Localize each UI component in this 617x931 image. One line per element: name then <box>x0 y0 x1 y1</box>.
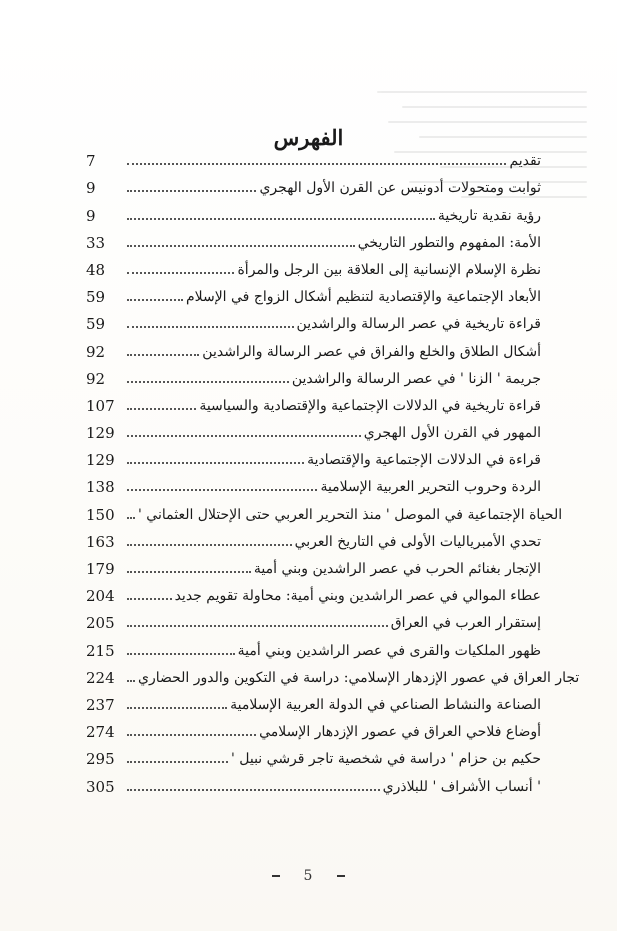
toc-page-number: 92 <box>86 342 106 361</box>
toc-entry <box>86 361 541 388</box>
toc-page-number: 48 <box>86 260 106 279</box>
dot-leader <box>127 571 251 573</box>
toc-entry-title: قراءة تاريخية في الدلالات الإجتماعية والإقتصادية والسياسية <box>199 397 541 414</box>
toc-entry <box>86 768 541 795</box>
dot-leader <box>127 544 292 546</box>
page-title: الفهرس <box>273 125 344 151</box>
toc-entry-title: الحياة الإجتماعية في الموصل ' منذ التحرير العربي حتى الإحتلال العثماني ' <box>138 506 563 523</box>
toc-entry-title: قراءة في الدلالات الإجتماعية والإقتصادية <box>307 452 541 469</box>
dash-right <box>337 875 345 877</box>
toc-entry <box>86 442 541 469</box>
toc-entry-title: أوضاع فلاحي العراق في عصور الإزدهار الإسلامي <box>259 724 541 741</box>
toc-entry <box>86 496 563 524</box>
dot-leader <box>127 625 388 627</box>
toc-entry <box>86 660 580 687</box>
toc-entry <box>86 578 541 605</box>
toc-entry-title: الصناعة والنشاط الصناعي في الدولة العربية الإسلامية <box>230 696 541 713</box>
dot-leader <box>127 789 380 791</box>
dot-leader <box>127 218 435 220</box>
toc-entry <box>86 225 541 252</box>
toc-entry <box>86 551 541 578</box>
dot-leader <box>127 354 199 356</box>
toc-page-number: 129 <box>86 451 115 470</box>
dot-leader <box>127 163 506 165</box>
dot-leader <box>127 272 234 274</box>
dot-leader <box>127 653 235 655</box>
table-of-contents <box>86 143 580 796</box>
dot-leader <box>127 761 228 763</box>
dot-leader <box>127 245 355 247</box>
toc-entry-title: نظرة الإسلام الإنسانية إلى العلاقة بين الرجل والمرأة <box>237 261 541 278</box>
dot-leader <box>127 381 289 383</box>
dot-leader <box>127 190 256 192</box>
toc-page-number: 205 <box>86 614 115 633</box>
toc-page-number: 9 <box>86 206 96 225</box>
toc-page-number: 237 <box>86 695 115 714</box>
dot-leader <box>127 598 172 600</box>
dot-leader <box>127 489 317 491</box>
toc-entry-title: حكيم بن حزام ' دراسة في شخصية تاجر قرشي نبيل ' <box>230 751 541 768</box>
toc-entry-title: تجار العراق في عصور الإزدهار الإسلامي: دراسة في التكوين والدور الحضاري <box>138 669 580 686</box>
toc-entry-title: عطاء الموالي في عصر الراشدين وبني أمية: محاولة تقويم جديد <box>174 588 541 605</box>
toc-page-number: 129 <box>86 424 115 443</box>
page-number-footer <box>0 868 617 884</box>
toc-entry-title: أشكال الطلاق والخلع والفراق في عصر الرسالة والراشدين <box>202 343 541 360</box>
toc-entry-title: ' أنساب الأشراف ' للبلاذري <box>382 778 541 795</box>
toc-entry <box>86 741 541 768</box>
toc-entry-title: إستقرار العرب في العراق <box>390 615 541 632</box>
toc-entry-title: جريمة ' الزنا ' في عصر الرسالة والراشدين <box>291 370 541 387</box>
toc-entry-title: الأبعاد الإجتماعية والإقتصادية لتنظيم أشكال الزواج في الإسلام <box>185 289 541 306</box>
toc-entry <box>86 143 541 170</box>
toc-entry-title: تحدي الأمبرياليات الأولى في التاريخ العربي <box>294 533 541 550</box>
page-number: 5 <box>303 868 314 884</box>
toc-entry-title: الردة وحروب التحرير العربية الإسلامية <box>320 479 541 496</box>
toc-entry <box>86 306 541 333</box>
dash-left <box>272 875 280 877</box>
toc-page-number: 179 <box>86 560 115 578</box>
dot-leader <box>127 326 294 328</box>
toc-page-number: 224 <box>86 668 115 687</box>
toc-page-number: 150 <box>86 505 115 524</box>
toc-entry-title: الأمة: المفهوم والتطور التاريخي <box>357 234 541 251</box>
toc-page-number: 59 <box>86 315 106 334</box>
toc-entry <box>86 333 541 360</box>
dot-leader <box>127 408 196 410</box>
toc-entry <box>86 197 541 224</box>
dot-leader <box>127 435 361 437</box>
toc-page-number: 305 <box>86 777 115 796</box>
toc-entry <box>86 469 541 496</box>
toc-page-number: 204 <box>86 587 115 606</box>
dot-leader <box>127 517 135 519</box>
toc-page-number: 163 <box>86 532 115 551</box>
dot-leader <box>127 299 183 301</box>
toc-page-number: 215 <box>86 641 115 660</box>
toc-entry-title: الإتجار بغنائم الحرب في عصر الراشدين وبني أمية <box>253 561 541 577</box>
toc-page-number: 9 <box>86 179 96 198</box>
toc-page-number: 138 <box>86 478 115 497</box>
toc-entry <box>86 524 541 551</box>
dot-leader <box>127 462 304 464</box>
toc-entry <box>86 279 541 306</box>
toc-entry <box>86 388 541 415</box>
toc-entry-title: المهور في القرن الأول الهجري <box>363 425 541 442</box>
toc-entry-title: ظهور الملكيات والقرى في عصر الراشدين وبني أمية <box>237 642 541 659</box>
toc-page-number: 7 <box>86 152 96 171</box>
toc-page-number: 107 <box>86 396 115 415</box>
toc-entry-title: تقديم <box>509 153 541 170</box>
toc-entry-title: رؤية نقدية تاريخية <box>437 207 541 224</box>
toc-entry <box>86 415 541 442</box>
toc-page-number: 59 <box>86 288 106 307</box>
toc-page-number: 92 <box>86 369 106 388</box>
toc-entry <box>86 252 541 279</box>
toc-page-number: 274 <box>86 723 115 742</box>
dot-leader <box>127 707 227 709</box>
dot-leader <box>127 680 135 682</box>
toc-page-number: 33 <box>86 233 106 252</box>
toc-entry <box>86 632 541 659</box>
toc-page-number: 295 <box>86 750 115 769</box>
toc-entry <box>86 687 541 714</box>
toc-entry-title: ثوابت ومتحولات أدونيس عن القرن الأول الهجري <box>259 180 541 197</box>
toc-entry <box>86 170 541 197</box>
toc-entry <box>86 714 541 741</box>
dot-leader <box>127 734 256 736</box>
toc-entry-title: قراءة تاريخية في عصر الرسالة والراشدين <box>296 316 541 333</box>
toc-entry <box>86 605 541 632</box>
